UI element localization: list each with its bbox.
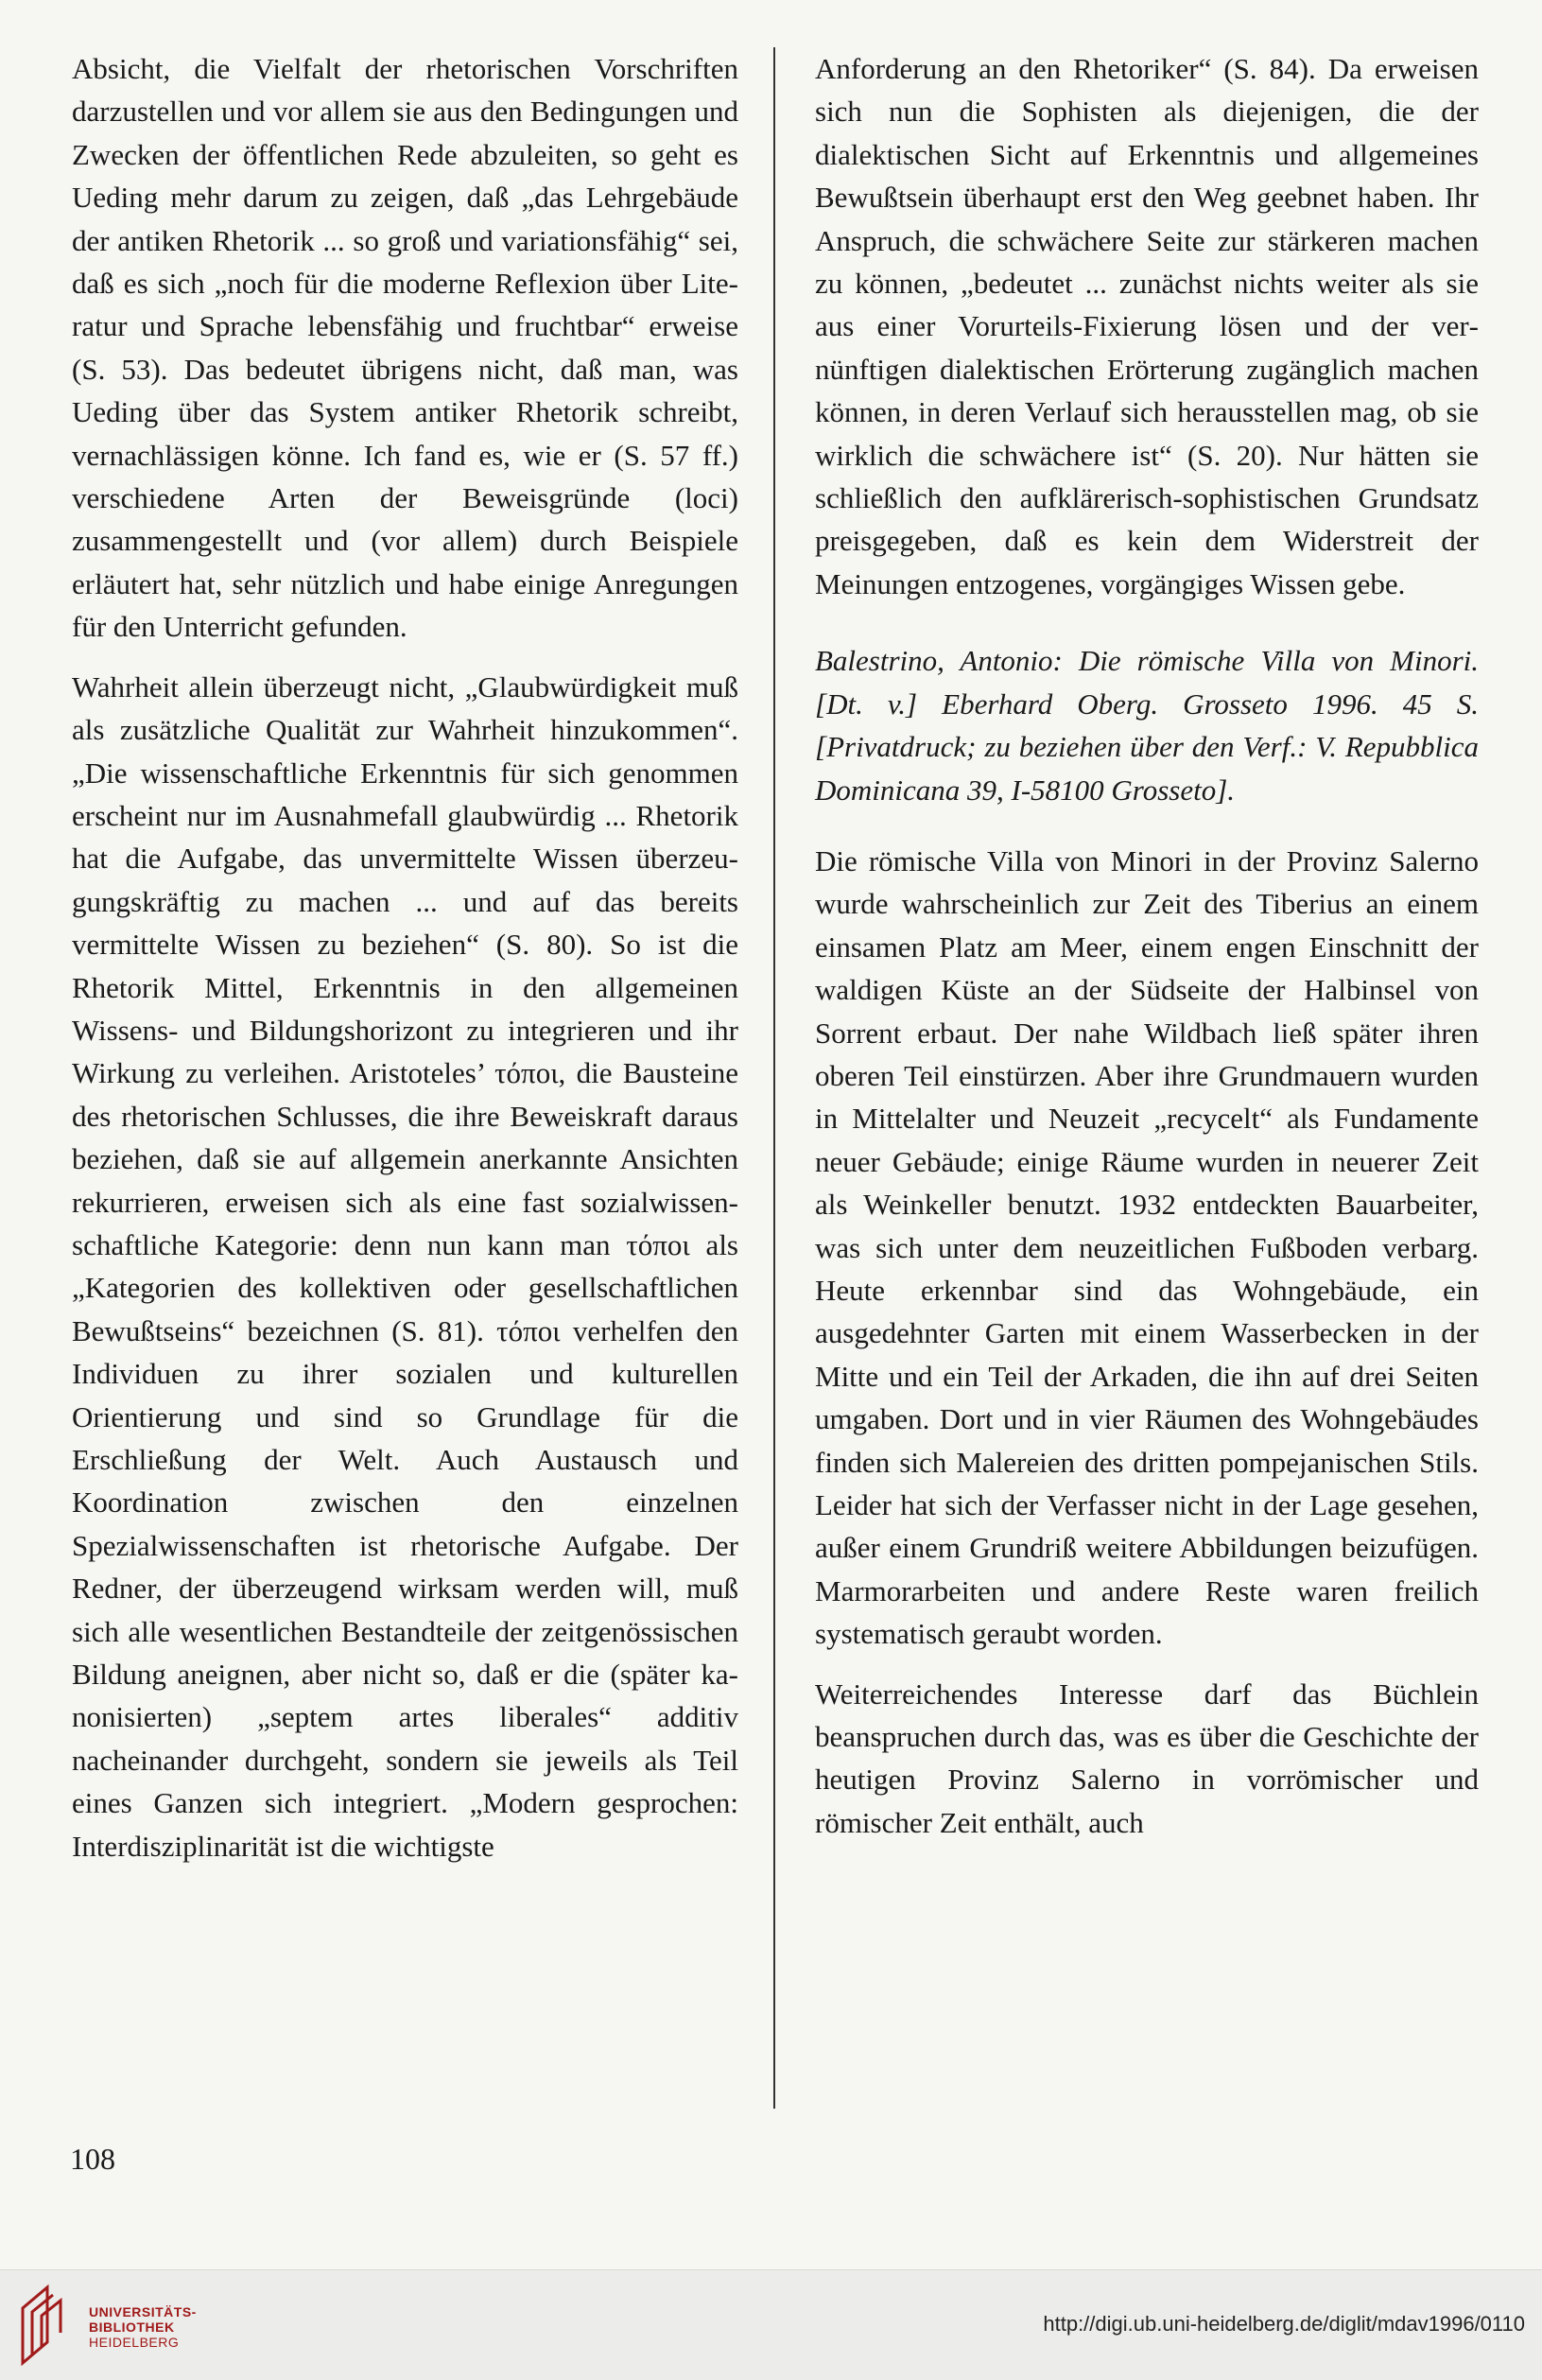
library-name: UNIVERSITÄTS- BIBLIOTHEK HEIDELBERG [89, 2304, 197, 2350]
column-divider [773, 47, 775, 2109]
library-logo-icon [15, 2280, 76, 2371]
bibliographic-entry: Balestrino, Antonio: Die römische Villa von Minori. [Dt. v.] Eberhard Oberg. Grosseto 1996. 45 S. [Privatdruck; zu beziehen über den Verf.: V. Repubblica Dominicana 39, I-58100 Grosseto]. [815, 644, 1479, 807]
footer-bar [0, 2269, 1542, 2380]
source-url-link[interactable]: http://digi.ub.uni-heidelberg.de/diglit/mdav1996/0110 [1043, 2312, 1525, 2336]
right-text-column [815, 47, 1479, 1844]
paragraph: Anforderung an den Rhetoriker“ (S. 84). Da erweisen sich nun die Sophisten als diejenigen, die der dialektischen Sicht auf Erkenntnis und allgemeines Bewußtsein überhaupt erst den Weg geebnet haben. Ihr Anspruch, die schwächere Seite zur stärkeren machen zu können, „bedeutet ... zunächst nichts weiter als sie aus einer Vorurteils-Fixierung lösen und der vernünftigen dialektischen Erörterung zugänglich machen können, in deren Verlauf sich herausstellen mag, ob sie wirklich die schwächere ist“ (S. 20). Nur hätten sie schließlich den aufklärerisch-sophistischen Grundsatz preisgegeben, daß es kein dem Widerstreit der Meinungen entzogenes, vorgängiges Wissen gebe. [815, 52, 1479, 600]
paragraph: Absicht, die Vielfalt der rhetorischen Vorschriften darzustellen und vor allem sie aus den Bedingungen und Zwecken der öffentlichen Rede abzuleiten, so geht es Ueding mehr darum zu zeigen, daß „das Lehrgebäude der antiken Rhetorik ... so groß und variationsfähig“ sei, daß es sich „noch für die moderne Reflexion über Literatur und Sprache lebensfähig und fruchtbar“ erweise (S. 53). Das bedeutet übrigens nicht, daß man, was Ueding über das System antiker Rhetorik schreibt, vernachlässigen könne. Ich fand es, wie er (S. 57 ff.) verschiedene Arten der Beweisgründe (loci) zusammengestellt und (vor allem) durch Beispiele erläutert hat, sehr nützlich und habe einige Anregungen für den Unterricht gefunden. [72, 52, 738, 644]
page-number: 108 [70, 2142, 115, 2176]
paragraph: Wahrheit allein überzeugt nicht, „Glaubwürdigkeit muß als zusätzliche Qualität zur Wahrheit hinzukommen“. „Die wissenschaftliche Erkenntnis für sich genommen erscheint nur im Ausnahmefall glaubwürdig ... Rhetorik hat die Aufgabe, das unvermittelte Wissen überzeugungskräftig zu machen ... und auf das bereits vermittelte Wissen zu beziehen“ (S. 80). So ist die Rhetorik Mittel, Erkenntnis in den allgemeinen Wissens- und Bildungshorizont zu integrieren und ihr Wirkung zu verleihen. Aristoteles’ τόποι, die Bausteine des rhetorischen Schlusses, die ihre Beweiskraft daraus beziehen, daß sie auf allgemein anerkannte Ansichten rekurrieren, erweisen sich als eine fast sozialwissenschaftliche Kategorie: denn nun kann man τόποι als „Kategorien des kollektiven oder gesellschaftlichen Bewußtseins“ bezeichnen (S. 81). τόποι verhelfen den Individuen zu ihrer sozialen und kulturellen Orientierung und sind so Grundlage für die Erschließung der Welt. Auch Austausch und Koordination zwischen den einzelnen Spezialwissenschaften ist rhetorische Aufgabe. Der Redner, der überzeugend wirksam werden will, muß sich alle wesentlichen Bestandteile der zeitgenössischen Bildung aneignen, aber nicht so, daß er die (später kanonisierten) „septem artes liberales“ additiv nacheinander durchgeht, sondern sie jeweils als Teil eines Ganzen sich integriert. „Modern gesprochen: Interdisziplinarität ist die wichtigste [72, 669, 738, 1863]
paragraph: Die römische Villa von Minori in der Provinz Salerno wurde wahrscheinlich zur Zeit des Tiberius an einem einsamen Platz am Meer, einem engen Einschnitt der waldigen Küste an der Südseite der Halbinsel von Sorrent erbaut. Der nahe Wildbach ließ später ihren oberen Teil einstürzen. Aber ihre Grundmauern wurden in Mittelalter und Neuzeit „recycelt“ als Fundamente neuer Gebäude; einige Räume wurden in neuerer Zeit als Weinkeller benutzt. 1932 entdeckten Bauarbeiter, was sich unter dem neuzeitlichen Fußboden verbarg. Heute erkennbar sind das Wohngebäude, ein ausgedehnter Garten mit einem Wasserbecken in der Mitte und ein Teil der Arkaden, die ihn auf drei Seiten umgaben. Dort und in vier Räumen des Wohngebäudes finden sich Malereien des dritten pompejanischen Stils. Leider hat sich der Verfasser nicht in der Lage gesehen, außer einem Grundriß weitere Abbildungen beizufügen. Marmorarbeiten und andere Reste waren freilich systematisch geraubt worden. [815, 843, 1479, 1651]
paragraph: Weiterreichendes Interesse darf das Büchlein beanspruchen durch das, was es über die Geschichte der heutigen Provinz Salerno in vorrömischer und römischer Zeit enthält, auch [815, 1676, 1479, 1839]
left-text-column [72, 47, 738, 1868]
